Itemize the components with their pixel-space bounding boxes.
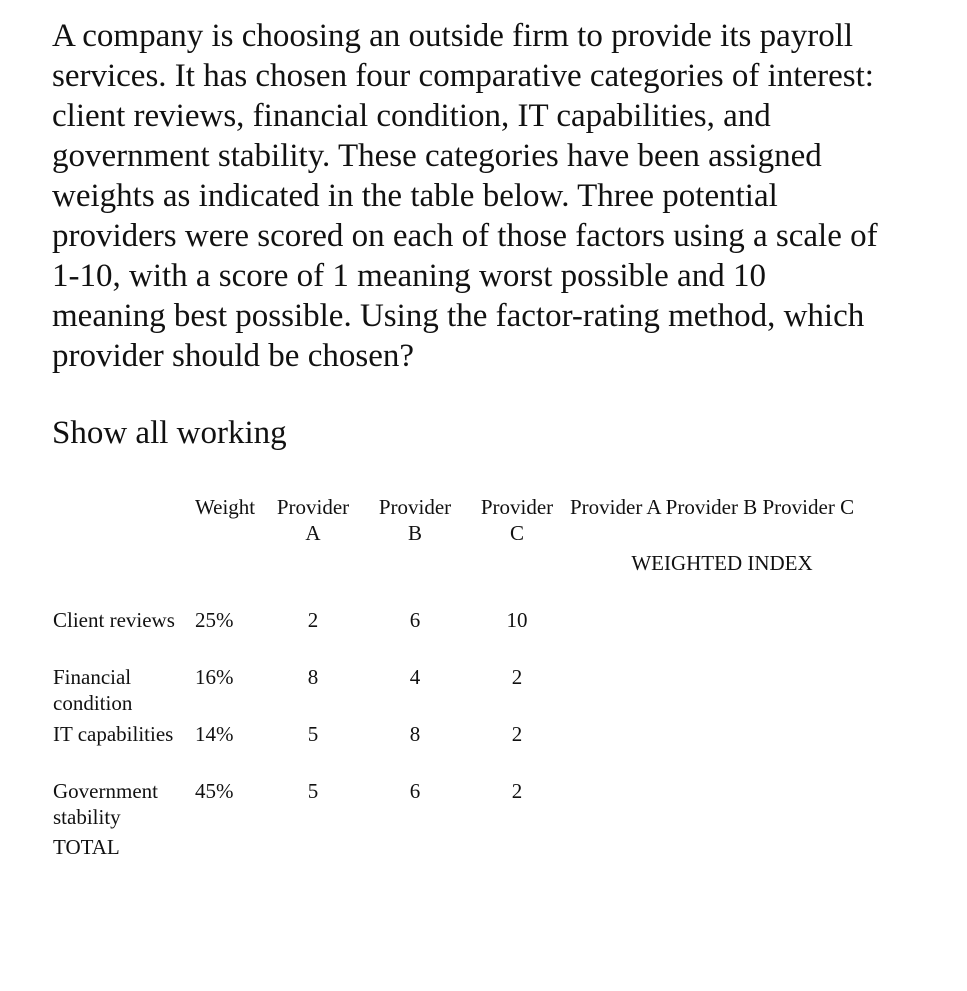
row-score-b: 6	[409, 608, 421, 632]
row-score-a: 5	[307, 722, 319, 746]
row-score-c: 2	[511, 665, 523, 689]
question-text: A company is choosing an outside firm to provide its payroll services. It has chosen four comparative categories of interest: client reviews, financial condition, IT capabilities, and government stability. These categories have been assigned weights as indicated in the table below. Three potential providers were scored on each of those factors using a scale of 1-10, with a score of 1 meaning worst possible and 10 meaning best possible. Using the factor-rating method, which provider should be chosen?	[52, 18, 878, 374]
row-weight: 14%	[195, 722, 234, 746]
row-weight: 25%	[195, 608, 234, 632]
header-provider-c: Provider C	[480, 495, 554, 545]
header-weight: Weight	[195, 495, 256, 519]
header-weighted-index: WEIGHTED INDEX	[631, 551, 813, 575]
row-score-b: 4	[409, 665, 421, 689]
row-score-b: 8	[409, 722, 421, 746]
row-score-a: 2	[307, 608, 319, 632]
header-weighted-providers: Provider A Provider B Provider C	[570, 495, 855, 519]
row-weight: 45%	[195, 779, 234, 803]
row-score-a: 8	[307, 665, 319, 689]
row-score-b: 6	[409, 779, 421, 803]
row-score-c: 2	[511, 722, 523, 746]
instruction-text: Show all working	[52, 415, 287, 451]
row-score-c: 2	[511, 779, 523, 803]
total-label: TOTAL	[53, 835, 120, 859]
row-weight: 16%	[195, 665, 234, 689]
header-provider-b: Provider B	[378, 495, 452, 545]
row-factor: Government stability	[53, 779, 158, 829]
header-provider-a: Provider A	[276, 495, 350, 545]
row-factor: IT capabilities	[53, 722, 174, 746]
row-factor: Client reviews	[53, 608, 175, 632]
row-score-a: 5	[307, 779, 319, 803]
row-factor: Financial condition	[53, 665, 133, 715]
row-score-c: 10	[506, 608, 528, 632]
